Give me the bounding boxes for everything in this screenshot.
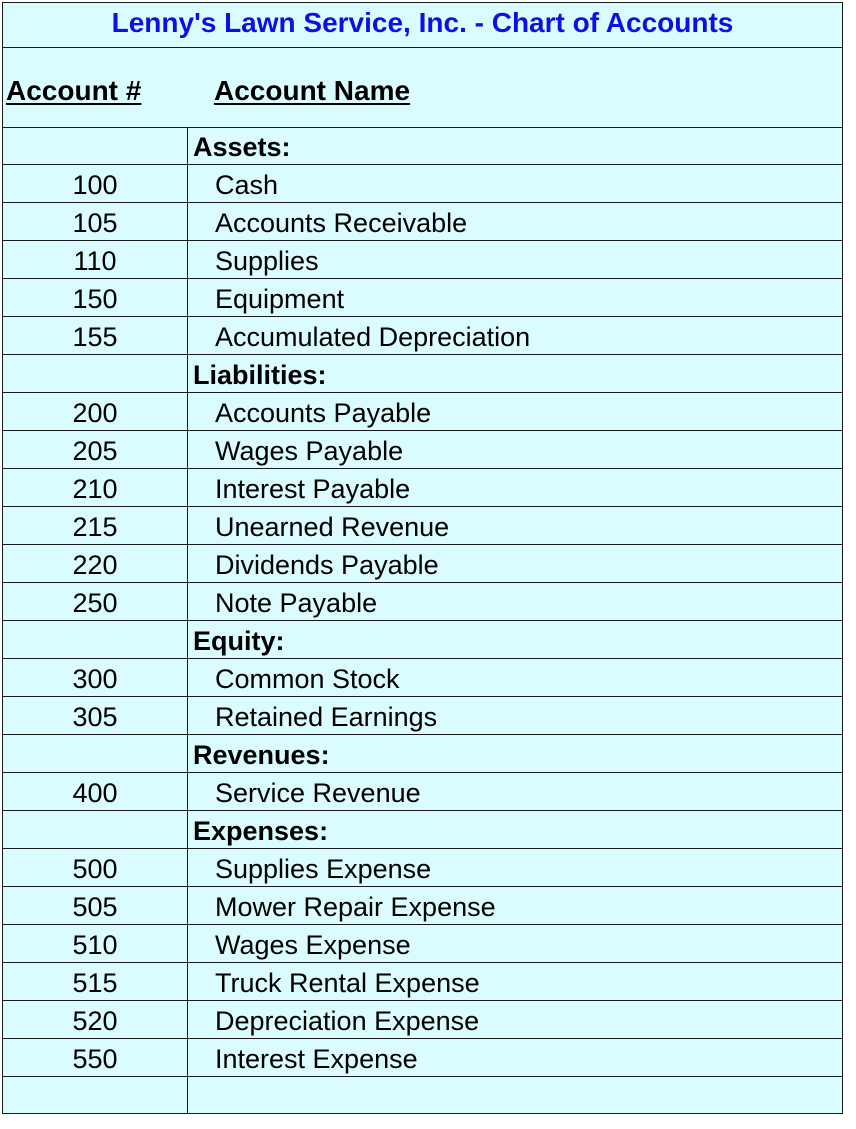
account-number-cell: 100 — [72, 170, 118, 200]
account-number-header: Account # — [6, 75, 142, 106]
account-number-cell — [3, 735, 187, 772]
account-name-cell: Depreciation Expense — [215, 1006, 480, 1036]
account-number-cell — [3, 127, 187, 164]
account-number-cell: 200 — [72, 398, 118, 428]
accounts-table — [3, 127, 842, 1129]
column-divider — [187, 127, 188, 1113]
table-row — [3, 545, 842, 583]
table-row — [3, 507, 842, 545]
account-name-cell: Common Stock — [215, 664, 400, 694]
account-number-cell: 515 — [72, 968, 118, 998]
account-name-cell: Unearned Revenue — [215, 512, 450, 542]
account-number-cell: 105 — [72, 208, 118, 238]
table-row — [3, 583, 842, 621]
account-number-cell: 250 — [72, 588, 118, 618]
table-row — [3, 659, 842, 697]
account-number-cell — [3, 355, 187, 392]
table-row — [3, 773, 842, 811]
section-label: Equity: — [193, 626, 285, 656]
account-number-cell: 155 — [72, 322, 118, 352]
section-row — [3, 127, 842, 165]
table-row — [3, 241, 842, 279]
table-row — [3, 849, 842, 887]
account-name-cell: Wages Expense — [215, 930, 411, 960]
account-name-cell: Dividends Payable — [215, 550, 439, 580]
account-name-cell: Truck Rental Expense — [215, 968, 480, 998]
account-number-cell — [3, 1077, 187, 1114]
account-number-cell: 400 — [72, 778, 118, 808]
table-row — [3, 469, 842, 507]
account-name-cell: Accounts Receivable — [215, 208, 468, 238]
section-row — [3, 811, 842, 849]
account-name-cell: Accumulated Depreciation — [215, 322, 531, 352]
section-row — [3, 355, 842, 393]
account-number-cell: 205 — [72, 436, 118, 466]
blank-row — [3, 1077, 842, 1129]
account-number-cell: 520 — [72, 1006, 118, 1036]
table-row — [3, 165, 842, 203]
table-row — [3, 963, 842, 1001]
account-name-cell: Interest Expense — [215, 1044, 418, 1074]
account-number-cell: 500 — [72, 854, 118, 884]
table-row — [3, 697, 842, 735]
account-name-cell: Service Revenue — [215, 778, 421, 808]
section-label: Expenses: — [193, 816, 329, 846]
account-number-cell: 220 — [72, 550, 118, 580]
account-number-cell: 505 — [72, 892, 118, 922]
account-number-cell: 550 — [72, 1044, 118, 1074]
account-name-cell: Mower Repair Expense — [215, 892, 496, 922]
account-number-cell — [3, 621, 187, 658]
section-row — [3, 621, 842, 659]
account-name-cell: Accounts Payable — [215, 398, 432, 428]
account-number-cell: 510 — [72, 930, 118, 960]
table-row — [3, 1039, 842, 1077]
table-row — [3, 431, 842, 469]
account-name-cell: Cash — [215, 170, 279, 200]
table-row — [3, 393, 842, 431]
account-number-cell: 210 — [72, 474, 118, 504]
account-number-cell: 300 — [72, 664, 118, 694]
chart-of-accounts-sheet — [2, 2, 843, 1114]
account-name-cell: Supplies Expense — [215, 854, 432, 884]
table-row — [3, 925, 842, 963]
account-name-cell: Note Payable — [215, 588, 378, 618]
account-name-cell: Retained Earnings — [215, 702, 438, 732]
account-name-cell: Wages Payable — [215, 436, 404, 466]
account-name-header: Account Name — [214, 75, 411, 106]
account-name-cell: Equipment — [215, 284, 345, 314]
account-number-cell: 150 — [72, 284, 118, 314]
account-name-cell: Interest Payable — [215, 474, 411, 504]
table-row — [3, 279, 842, 317]
account-number-cell: 305 — [72, 702, 118, 732]
account-number-cell: 110 — [73, 246, 117, 276]
page-title: Lenny's Lawn Service, Inc. - Chart of Accounts — [3, 3, 842, 48]
account-number-cell: 215 — [72, 512, 118, 542]
account-name-cell: Supplies — [215, 246, 319, 276]
section-row — [3, 735, 842, 773]
table-row — [3, 1001, 842, 1039]
section-label: Revenues: — [193, 740, 330, 770]
table-row — [3, 203, 842, 241]
table-row — [3, 887, 842, 925]
account-number-cell — [3, 811, 187, 848]
section-label: Liabilities: — [193, 360, 327, 390]
section-label: Assets: — [193, 132, 291, 162]
table-row — [3, 317, 842, 355]
